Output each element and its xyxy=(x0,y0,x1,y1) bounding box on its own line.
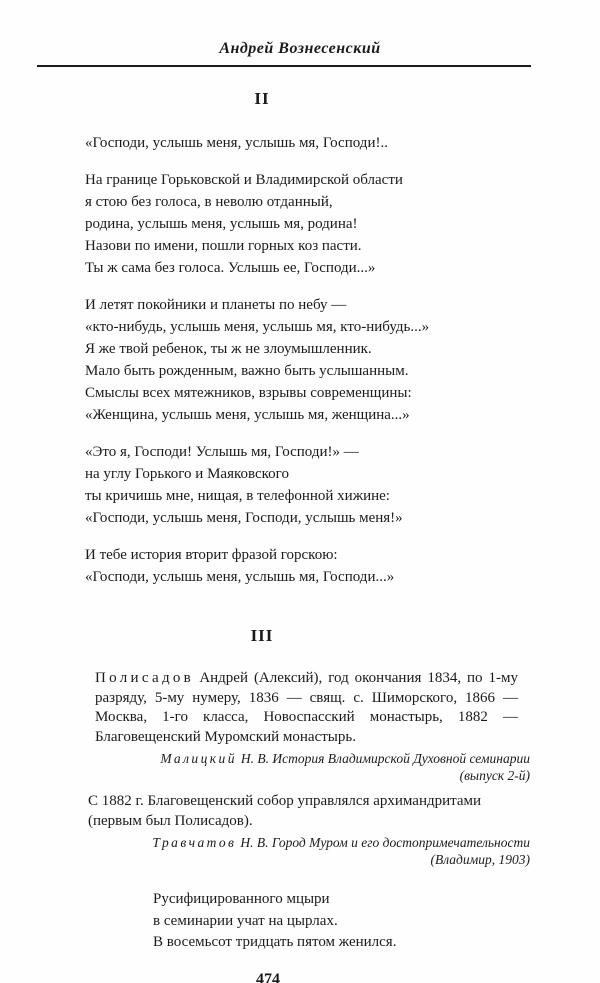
spaced-author: Малицкий xyxy=(160,751,237,766)
poem-line: «кто-нибудь, услышь меня, услышь мя, кто-нибудь...» xyxy=(85,319,430,335)
attribution-line xyxy=(0,834,530,851)
spaced-surname: Полисадов xyxy=(95,670,195,686)
poem-line: И летят покойники и планеты по небу — xyxy=(85,297,347,313)
attribution-text: Н. В. Город Муром и его достопримечательности xyxy=(240,835,530,850)
poem-line: «Это я, Господи! Услышь мя, Господи!» — xyxy=(85,444,359,460)
poem-line: в семинарии учат на цырлах. xyxy=(153,912,338,929)
spaced-author: Травчатов xyxy=(152,835,237,850)
running-header: Андрей Вознесенский xyxy=(219,40,381,57)
poem-section-ii xyxy=(85,132,600,588)
section-heading-iii: III xyxy=(250,626,274,645)
poem-line: на углу Горького и Маяковского xyxy=(85,466,289,482)
poem-line: Смыслы всех мятежников, взрывы современщины: xyxy=(85,385,412,401)
poem-line: «Господи, услышь меня, услышь мя, Господи...» xyxy=(85,569,395,585)
attribution-note: (Владимир, 1903) xyxy=(430,852,530,867)
poem-line: На границе Горьковской и Владимирской области xyxy=(85,172,403,188)
header-rule xyxy=(37,65,531,67)
poem-line: «Господи, услышь меня, услышь мя, Господи!.. xyxy=(85,135,388,151)
prose-paragraph-polisadov xyxy=(95,669,518,747)
poem-line: В восемьсот тридцать пятом женился. xyxy=(153,934,397,950)
poem-line: ты кричишь мне, нищая, в телефонной хижине: xyxy=(85,488,390,504)
poem-line: «Женщина, услышь меня, услышь мя, женщина...» xyxy=(85,407,410,423)
poem-line: И тебе история вторит фразой горскою: xyxy=(85,547,338,563)
poem-tercet xyxy=(153,889,600,954)
page-number: 474 xyxy=(256,970,280,983)
poem-stanza xyxy=(85,294,600,426)
section-heading-ii: II xyxy=(254,89,270,108)
attribution-line xyxy=(0,750,530,767)
prose-text: Андрей (Алексий), год окончания 1834, по 1-му разряду, 5-му нумеру, 1836 — свящ. с. Шиморского, 1866 — Москва, 1-го класса, Новоспасский монастырь, 1882 — Благовещенский Муромский монастырь. xyxy=(95,670,518,745)
source-attribution-travchatov xyxy=(0,834,530,868)
poem-line: Я же твой ребенок, ты ж не злоумышленник. xyxy=(85,341,372,357)
poem-stanza xyxy=(85,132,600,154)
attribution-text: Н. В. История Владимирской Духовной семинарии xyxy=(240,751,530,766)
source-attribution-malitsky xyxy=(0,750,530,784)
prose-paragraph-cathedral: С 1882 г. Благовещенский собор управлялся архимандритами (первым был Полисадов). xyxy=(88,793,482,829)
poem-stanza xyxy=(85,441,600,529)
poem-stanza xyxy=(85,169,600,279)
poem-line: Мало быть рожденным, важно быть услышанным. xyxy=(85,363,409,379)
poem-line: «Господи, услышь меня, Господи, услышь меня!» xyxy=(85,510,403,526)
poem-line: я стою без голоса, в неволю отданный, xyxy=(85,194,333,210)
poem-line: родина, услышь меня, услышь мя, родина! xyxy=(85,216,358,232)
poem-line: Русифицированного мцыри xyxy=(153,891,330,907)
poem-line: Назови по имени, пошли горных коз пасти. xyxy=(85,238,362,254)
poem-line: Ты ж сама без голоса. Услышь ее, Господи...» xyxy=(85,260,376,276)
poem-stanza xyxy=(85,544,600,588)
attribution-note: (выпуск 2-й) xyxy=(459,768,530,783)
